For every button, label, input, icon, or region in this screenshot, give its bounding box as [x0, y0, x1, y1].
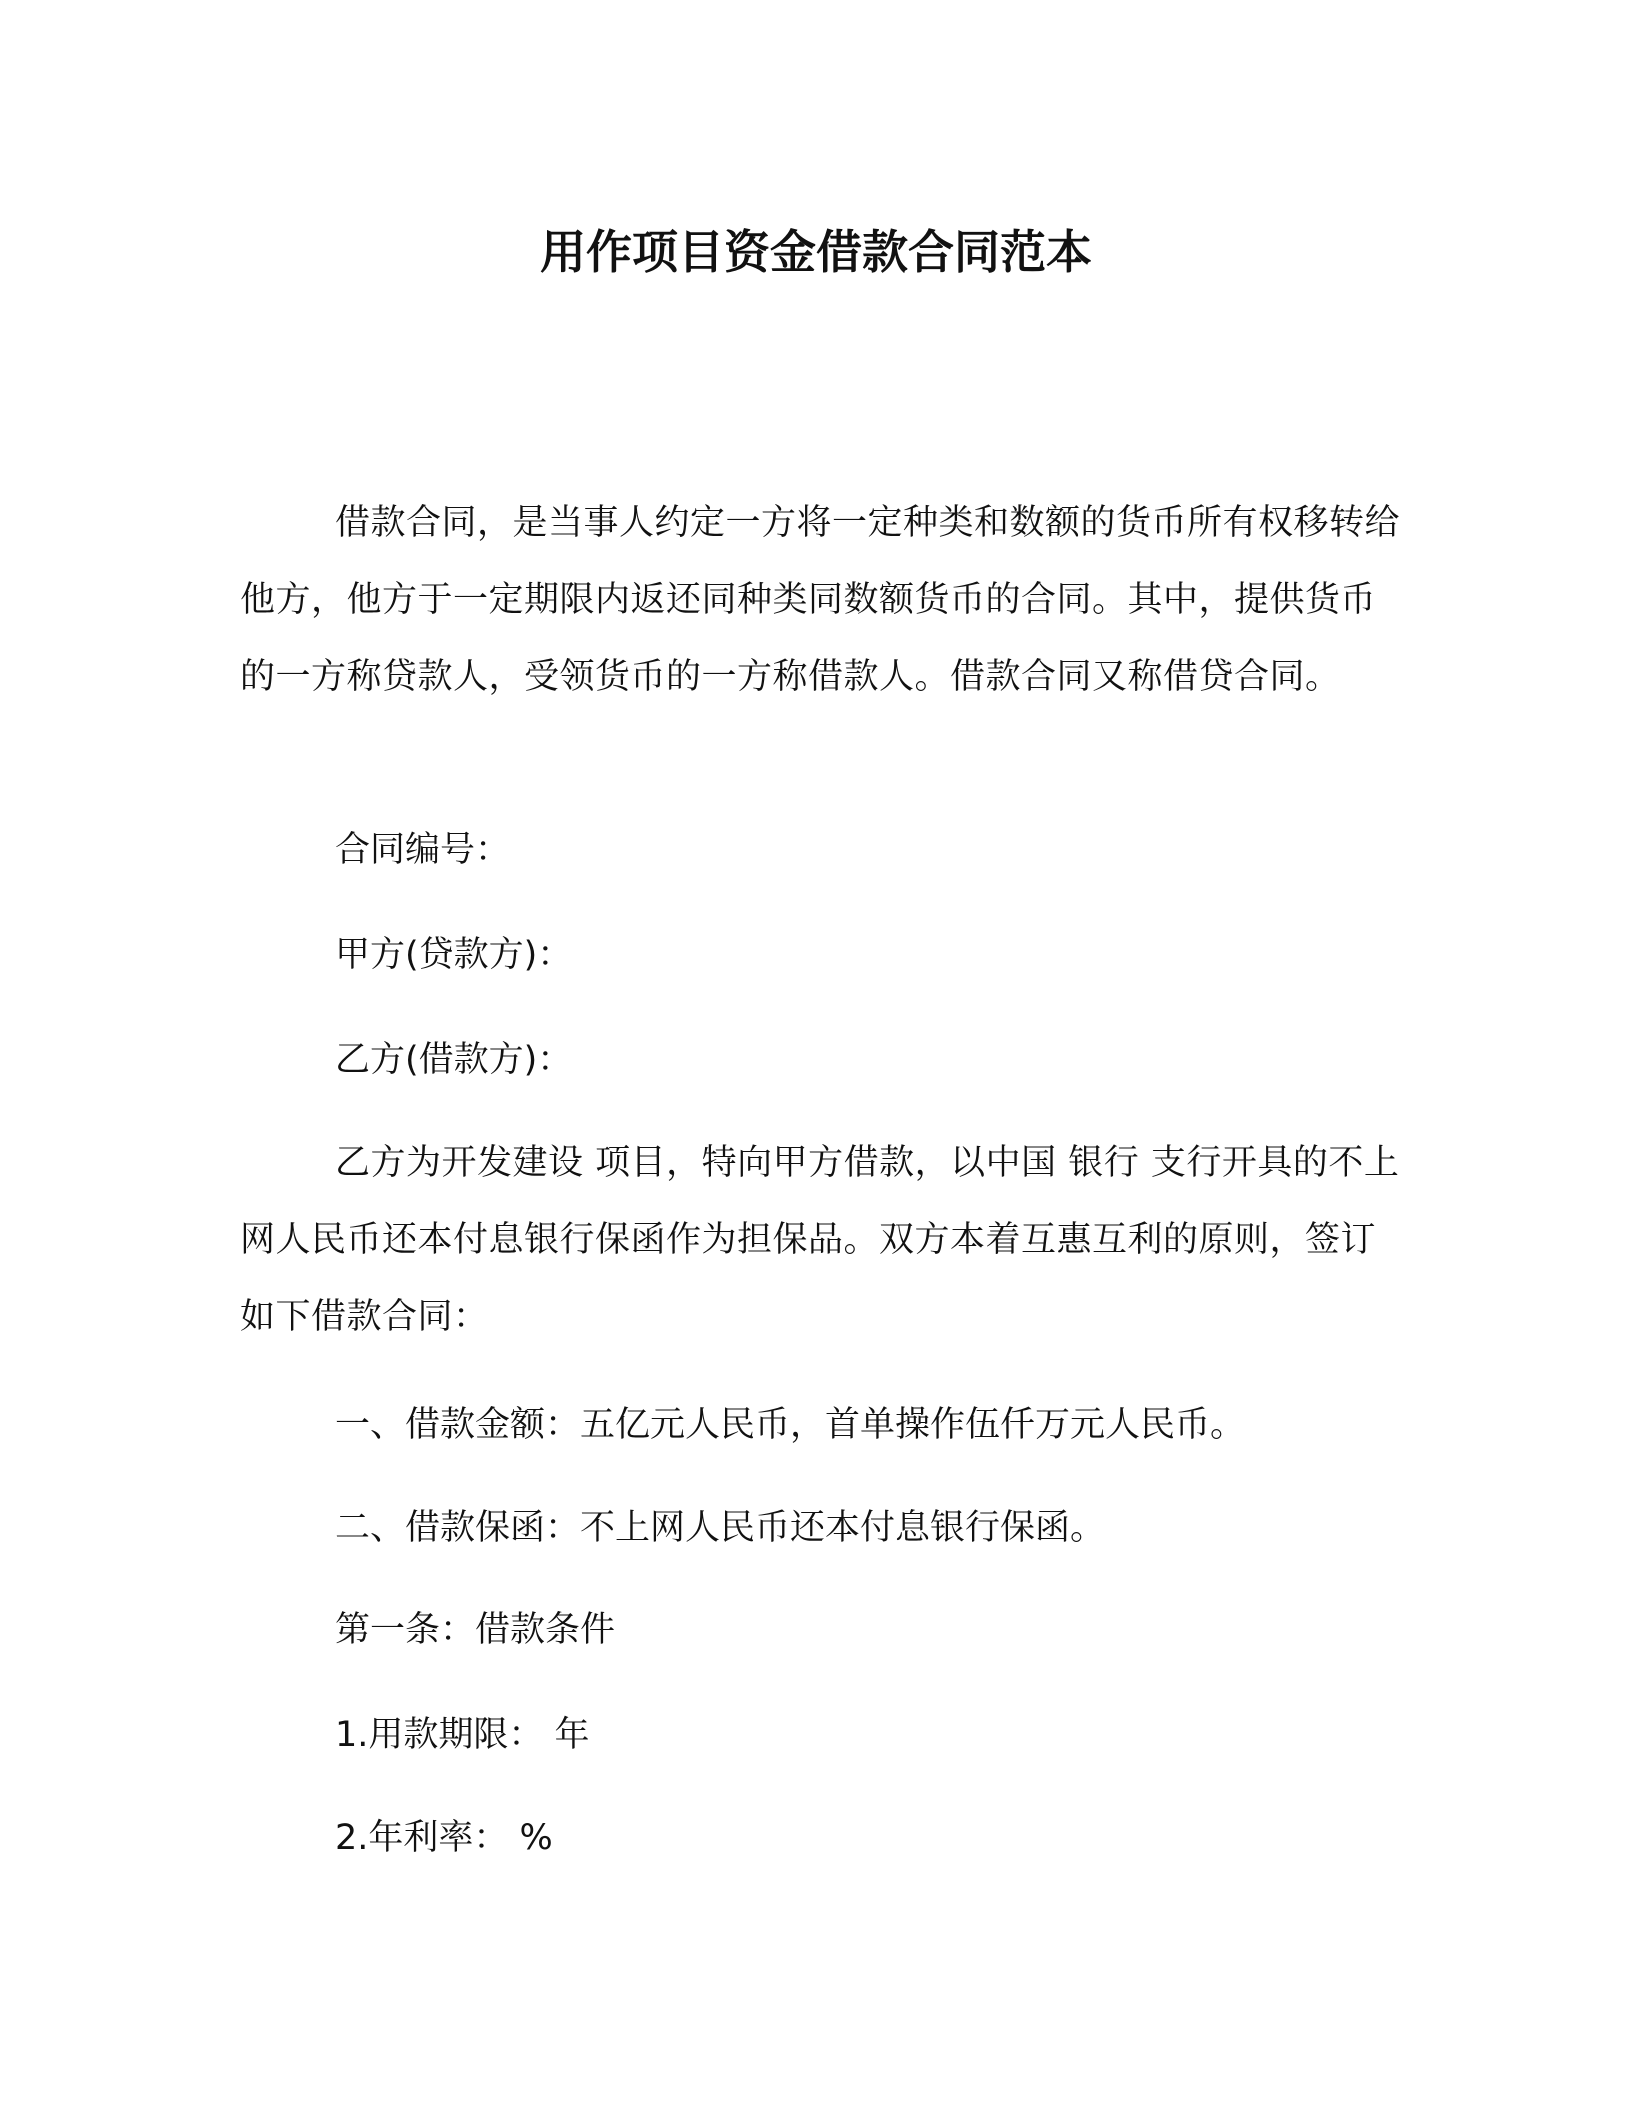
party-b-line: 乙方(借款方)： [335, 1040, 573, 1080]
party-a-line: 甲方(贷款方)： [335, 935, 573, 975]
intro-block [240, 485, 1400, 716]
purpose-paragraph: 乙方为开发建设 项目，特向甲方借款，以中国 银行 支行开具的不上网人民币还本付息银行保函作为担保品。双方本着互惠互利的原则，签订如下借款合同： [240, 1143, 1400, 1337]
item-2-loan-guarantee: 二、借款保函：不上网人民币还本付息银行保函。 [335, 1508, 1106, 1548]
document-title: 用作项目资金借款合同范本 [540, 225, 1092, 279]
purpose-block [240, 1125, 1400, 1356]
interest-rate-line: 2.年利率： % [335, 1818, 553, 1858]
item-1-loan-amount: 一、借款金额：五亿元人民币，首单操作伍仟万元人民币。 [335, 1405, 1246, 1445]
article-1-heading: 第一条：借款条件 [335, 1610, 616, 1650]
intro-paragraph: 借款合同，是当事人约定一方将一定种类和数额的货币所有权移转给他方，他方于一定期限内返还同种类同数额货币的合同。其中，提供货币的一方称贷款人，受领货币的一方称借款人。借款合同又称借贷合同。 [240, 503, 1401, 697]
contract-number-line: 合同编号： [335, 830, 511, 870]
loan-term-line: 1.用款期限： 年 [335, 1715, 590, 1755]
